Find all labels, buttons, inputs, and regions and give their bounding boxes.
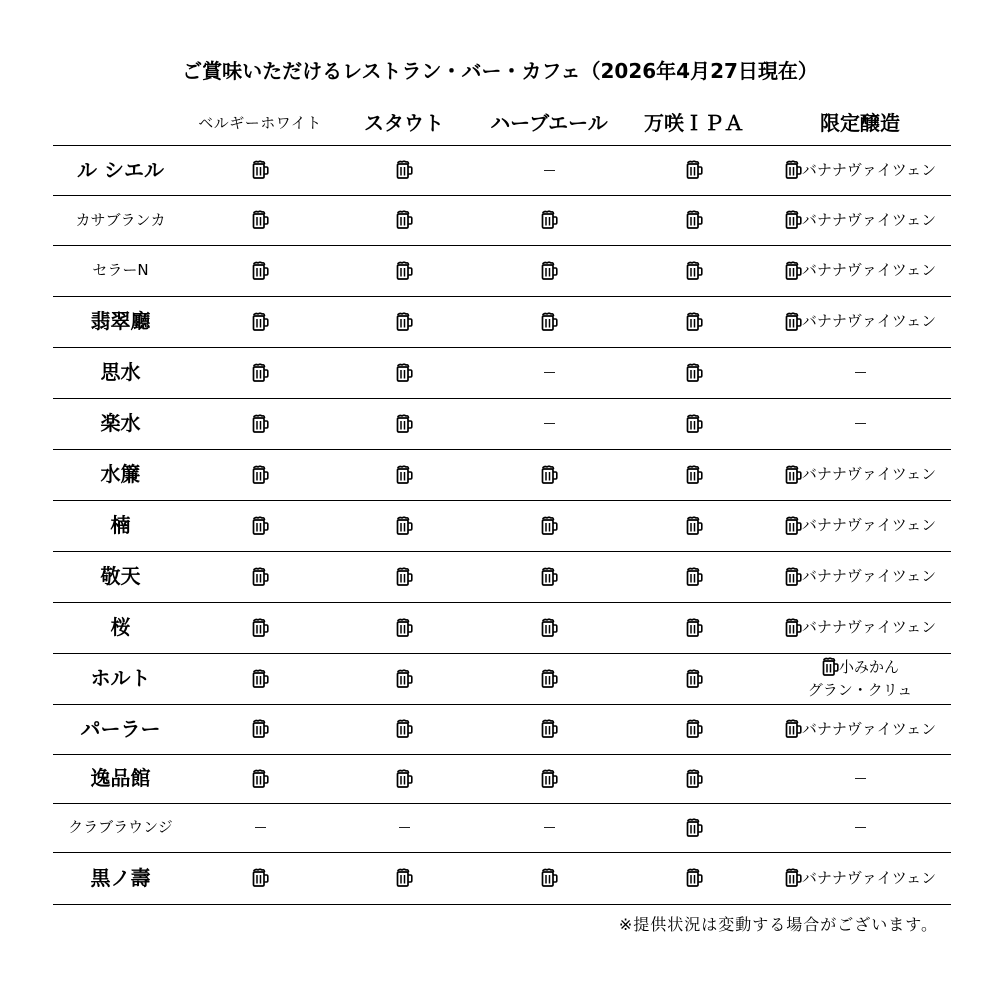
beer-mug-icon [784, 210, 802, 230]
availability-cell [364, 347, 444, 398]
column-header: ハーブエール [490, 111, 608, 135]
limited-brew-entry [784, 259, 936, 282]
limited-brew-entry [821, 656, 899, 679]
availability-cell [220, 296, 300, 347]
beer-mug-icon [251, 868, 269, 888]
beer-mug-icon [540, 312, 558, 332]
limited-brew-name: バナナヴァイツェン [801, 261, 937, 279]
limited-brew-name: バナナヴァイツェン [801, 868, 937, 887]
beer-mug-icon [251, 210, 269, 230]
venue-name: 楠 [110, 513, 131, 537]
beer-mug-icon [540, 516, 558, 536]
unavailable-dash [255, 827, 266, 828]
availability-cell [220, 347, 300, 398]
availability-cell [220, 551, 300, 602]
availability-cell [364, 551, 444, 602]
venue-name: 逸品館 [90, 766, 151, 790]
limited-brew-entry [784, 514, 936, 537]
limited-brew-cell [772, 449, 948, 500]
availability-cell [364, 296, 444, 347]
availability-cell [220, 653, 300, 704]
limited-brew-name: バナナヴァイツェン [801, 516, 937, 534]
venue-name: 敬天 [100, 564, 141, 588]
beer-mug-icon [395, 414, 413, 434]
beer-mug-icon [251, 516, 269, 536]
venue-name: 黒ノ壽 [90, 866, 151, 890]
venue-name: セラーN [92, 261, 149, 279]
beer-mug-icon [395, 160, 413, 180]
venue-name: クラブラウンジ [68, 818, 173, 836]
availability-cell [220, 852, 300, 904]
beer-mug-icon [685, 516, 703, 536]
availability-cell [220, 803, 300, 852]
availability-cell [654, 803, 734, 852]
venue-name: 楽水 [100, 411, 141, 435]
availability-cell [220, 449, 300, 500]
availability-cell [654, 852, 734, 904]
beer-mug-icon [685, 769, 703, 789]
limited-brew-name: バナナヴァイツェン [801, 567, 937, 585]
limited-brew-cell [772, 347, 948, 398]
column-header: スタウト [364, 111, 444, 135]
availability-cell [654, 551, 734, 602]
beer-mug-icon [251, 414, 269, 434]
availability-cell [654, 602, 734, 653]
beer-mug-icon [395, 516, 413, 536]
limited-brew-cell [772, 500, 948, 551]
availability-cell [654, 449, 734, 500]
beer-mug-icon [540, 618, 558, 638]
availability-cell [509, 803, 589, 852]
availability-cell [220, 704, 300, 754]
table-rule [53, 904, 951, 905]
beer-mug-icon [395, 465, 413, 485]
limited-brew-cell [772, 653, 948, 704]
venue-name: 翡翠廳 [90, 309, 151, 333]
availability-cell [364, 398, 444, 449]
limited-brew-entry [784, 310, 936, 333]
limited-brew-entry [784, 463, 936, 486]
availability-cell [654, 245, 734, 296]
limited-brew-cell [772, 551, 948, 602]
beer-mug-icon [395, 618, 413, 638]
beer-mug-icon [251, 719, 269, 739]
limited-brew-cell [772, 803, 948, 852]
page-title: ご賞味いただけるレストラン・バー・カフェ（2026年4月27日現在） [182, 59, 818, 83]
beer-mug-icon [685, 868, 703, 888]
beer-mug-icon [395, 769, 413, 789]
beer-mug-icon [540, 719, 558, 739]
beer-mug-icon [251, 465, 269, 485]
beer-mug-icon [395, 567, 413, 587]
beer-mug-icon [784, 465, 802, 485]
beer-mug-icon [784, 516, 802, 536]
availability-cell [509, 500, 589, 551]
availability-cell [654, 653, 734, 704]
beer-mug-icon [395, 719, 413, 739]
beer-mug-icon [251, 312, 269, 332]
limited-brew-cell [772, 145, 948, 195]
beer-mug-icon [540, 567, 558, 587]
availability-cell [220, 398, 300, 449]
limited-brew-cell [772, 195, 948, 245]
availability-cell [220, 195, 300, 245]
availability-cell [364, 449, 444, 500]
beer-mug-icon [784, 618, 802, 638]
availability-cell [364, 653, 444, 704]
availability-cell [364, 195, 444, 245]
beer-mug-icon [784, 868, 802, 888]
beer-mug-icon [540, 210, 558, 230]
limited-brew-name: 小みかん [838, 657, 899, 676]
limited-brew-name: バナナヴァイツェン [801, 210, 937, 229]
limited-brew-entry [784, 616, 936, 639]
availability-cell [509, 398, 589, 449]
limited-brew-cell [772, 602, 948, 653]
availability-cell [509, 347, 589, 398]
availability-cell [220, 602, 300, 653]
footnote: ※提供状況は変動する場合がございます。 [618, 915, 938, 934]
availability-cell [364, 602, 444, 653]
beer-mug-icon [685, 618, 703, 638]
availability-cell [364, 852, 444, 904]
beer-mug-icon [395, 669, 413, 689]
availability-cell [364, 500, 444, 551]
limited-brew-cell [772, 852, 948, 904]
beer-mug-icon [395, 312, 413, 332]
beer-mug-icon [251, 567, 269, 587]
availability-cell [509, 195, 589, 245]
beer-mug-icon [251, 261, 269, 281]
limited-brew-name: バナナヴァイツェン [801, 719, 937, 738]
availability-cell [509, 704, 589, 754]
limited-brew-name: バナナヴァイツェン [801, 312, 937, 330]
unavailable-dash [544, 827, 555, 828]
limited-brew-name: バナナヴァイツェン [801, 618, 937, 636]
beer-mug-icon [251, 618, 269, 638]
beer-mug-icon [784, 567, 802, 587]
beer-mug-icon [685, 567, 703, 587]
availability-cell [509, 449, 589, 500]
limited-brew-cell [772, 754, 948, 803]
availability-cell [509, 296, 589, 347]
availability-cell [509, 145, 589, 195]
availability-cell [220, 145, 300, 195]
beer-mug-icon [540, 465, 558, 485]
beer-mug-icon [685, 363, 703, 383]
availability-cell [509, 551, 589, 602]
beer-mug-icon [784, 261, 802, 281]
beer-mug-icon [685, 210, 703, 230]
availability-cell [654, 500, 734, 551]
availability-cell [654, 704, 734, 754]
beer-mug-icon [685, 160, 703, 180]
beer-mug-icon [540, 669, 558, 689]
beer-mug-icon [251, 363, 269, 383]
availability-cell [509, 653, 589, 704]
beer-mug-icon [784, 312, 802, 332]
limited-brew-entry [784, 565, 936, 588]
beer-mug-icon [395, 261, 413, 281]
beer-mug-icon [540, 769, 558, 789]
beer-mug-icon [685, 261, 703, 281]
limited-brew-name-line2: グラン・クリュ [807, 680, 913, 699]
beer-mug-icon [540, 261, 558, 281]
availability-cell [654, 145, 734, 195]
limited-brew-name: バナナヴァイツェン [801, 465, 937, 483]
unavailable-dash [855, 778, 866, 779]
availability-cell [654, 296, 734, 347]
availability-cell [654, 195, 734, 245]
limited-brew-name: バナナヴァイツェン [801, 160, 937, 179]
limited-brew-entry [784, 718, 936, 741]
availability-cell [509, 245, 589, 296]
beer-mug-icon [395, 868, 413, 888]
unavailable-dash [399, 827, 410, 828]
column-header: ベルギーホワイト [198, 114, 322, 132]
beer-mug-icon [251, 669, 269, 689]
availability-cell [364, 245, 444, 296]
availability-cell [364, 754, 444, 803]
column-header: 限定醸造 [820, 111, 900, 135]
unavailable-dash [544, 423, 555, 424]
availability-cell [509, 754, 589, 803]
beer-mug-icon [251, 769, 269, 789]
venue-name: 水簾 [100, 462, 141, 486]
beer-mug-icon [685, 818, 703, 838]
venue-name: 桜 [110, 615, 131, 639]
beer-mug-icon [784, 719, 802, 739]
unavailable-dash [855, 827, 866, 828]
venue-name: カサブランカ [75, 211, 166, 229]
beer-mug-icon [395, 210, 413, 230]
beer-mug-icon [685, 414, 703, 434]
availability-cell [654, 347, 734, 398]
unavailable-dash [855, 372, 866, 373]
beer-mug-icon [395, 363, 413, 383]
availability-cell [509, 852, 589, 904]
beer-mug-icon [251, 160, 269, 180]
limited-brew-cell [772, 296, 948, 347]
venue-name: ル シエル [77, 158, 164, 182]
venue-name: ホルト [90, 666, 151, 690]
limited-brew-cell [772, 704, 948, 754]
availability-cell [509, 602, 589, 653]
beer-mug-icon [685, 669, 703, 689]
availability-cell [220, 245, 300, 296]
column-header: 万咲ＩＰＡ [644, 111, 744, 135]
availability-cell [364, 145, 444, 195]
availability-cell [220, 500, 300, 551]
beer-mug-icon [685, 719, 703, 739]
beer-mug-icon [821, 657, 839, 677]
limited-brew-entry [784, 867, 936, 890]
limited-brew-cell [772, 245, 948, 296]
beer-mug-icon [685, 465, 703, 485]
unavailable-dash [855, 423, 866, 424]
availability-cell [220, 754, 300, 803]
limited-brew-entry [784, 209, 936, 232]
venue-name: 思水 [100, 360, 141, 384]
availability-cell [654, 754, 734, 803]
beer-mug-icon [540, 868, 558, 888]
beer-mug-icon [784, 160, 802, 180]
limited-brew-cell [772, 398, 948, 449]
beer-mug-icon [685, 312, 703, 332]
unavailable-dash [544, 170, 555, 171]
availability-cell [364, 803, 444, 852]
venue-name: パーラー [80, 717, 161, 741]
limited-brew-entry [784, 159, 936, 182]
availability-cell [364, 704, 444, 754]
unavailable-dash [544, 372, 555, 373]
availability-cell [654, 398, 734, 449]
